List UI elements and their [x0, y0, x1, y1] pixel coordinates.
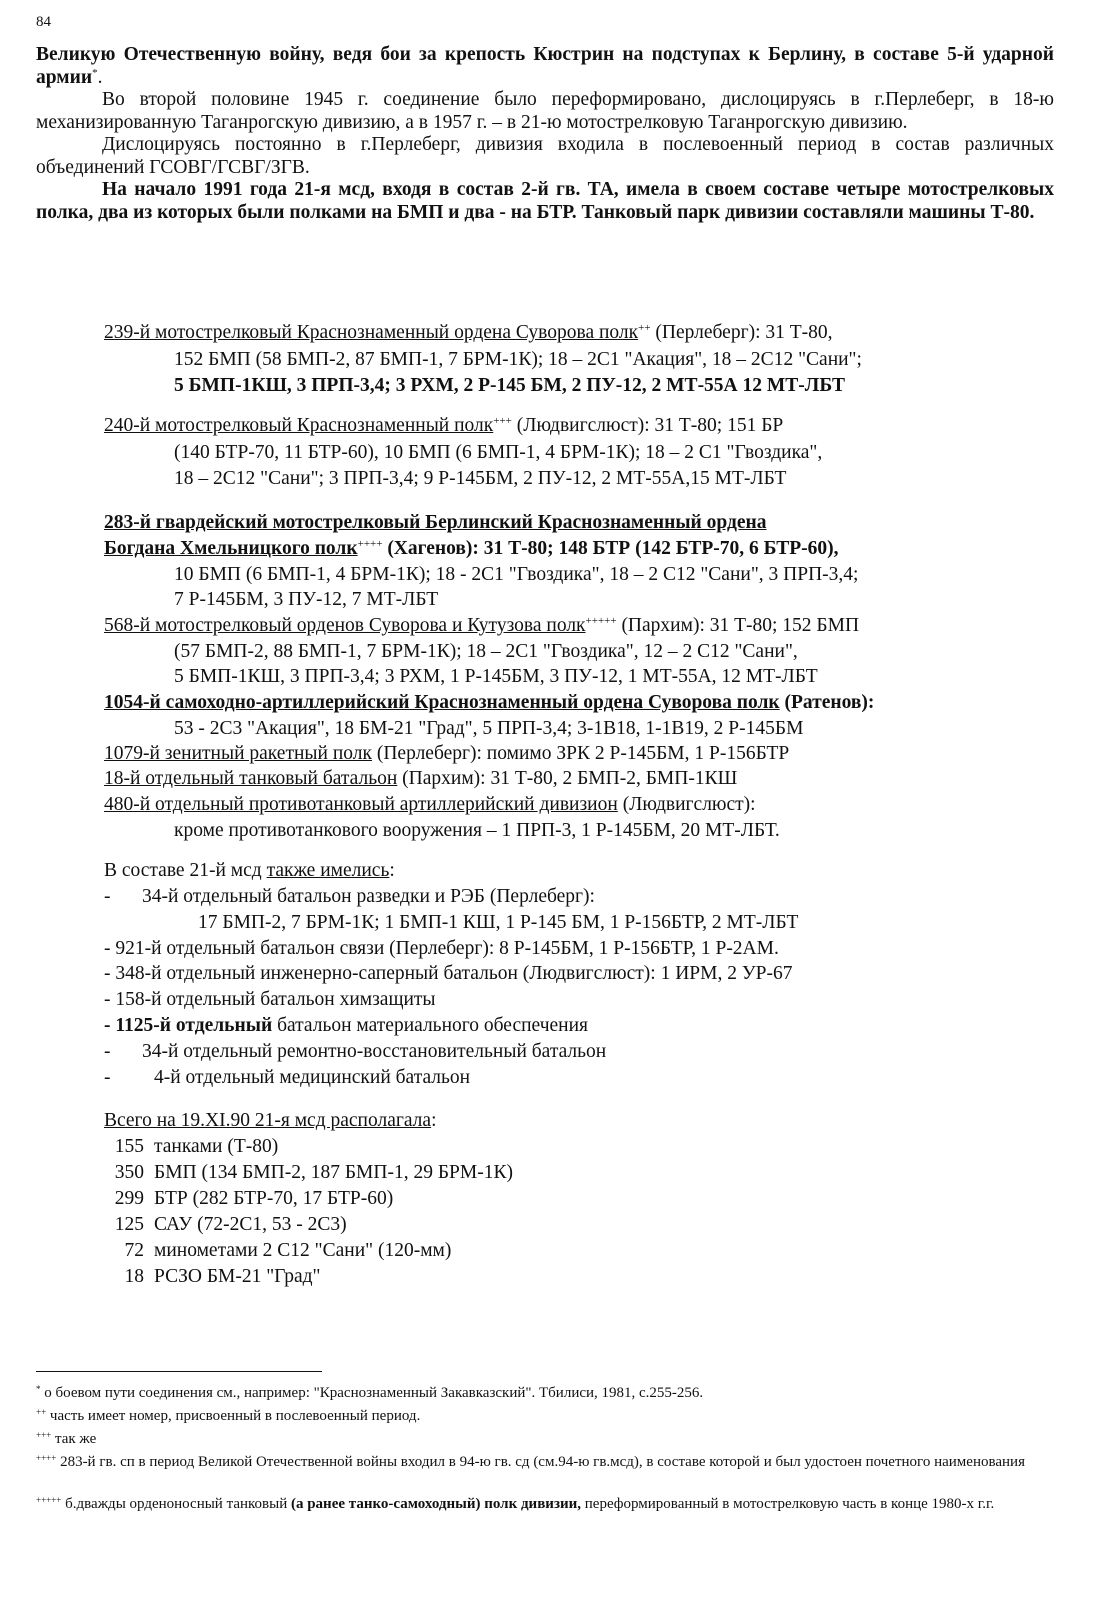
- totals-heading-text: Всего на 19.XI.90 21-я мсд располагала: [104, 1110, 432, 1131]
- also-item-5: [104, 1015, 588, 1037]
- also-item-4: - 158-й отдельный батальон химзащиты: [104, 989, 436, 1010]
- unit-480-name: 480-й отдельный противотанковый артиллерийский дивизион: [104, 794, 618, 815]
- unit-18-rest: (Пархим): 31 Т-80, 2 БМП-2, БМП-1КШ: [397, 768, 738, 789]
- unit-239-line-1: [104, 322, 833, 344]
- totals-label: минометами 2 С12 "Сани" (120-мм): [154, 1240, 452, 1261]
- totals-label: БТР (282 БТР-70, 17 БТР-60): [154, 1188, 394, 1209]
- footnote-3-text: так же: [51, 1431, 97, 1447]
- also-item-5-bold: - 1125-й отдельный: [104, 1015, 273, 1036]
- also-heading-b: также имелись: [266, 860, 390, 881]
- intro-paragraph-2: Во второй половине 1945 г. соединение было переформировано, дислоцируясь в г.Перлеберг, в 18-ю механизированную Таганрогскую дивизию, а в 1957 г. – в 21-ю мотострелковую Таганрогскую дивизию.: [36, 89, 1054, 133]
- page-number: 84: [36, 14, 51, 30]
- also-item-6-dash: -: [104, 1041, 111, 1062]
- unit-283-line-3: 10 БМП (6 БМП-1, 4 БРМ-1К); 18 - 2С1 "Гвоздика", 18 – 2 С12 "Сани", 3 ПРП-3,4;: [174, 564, 859, 585]
- footnote-2-mark: ++: [36, 1407, 47, 1417]
- footnote-4: [36, 1453, 1056, 1471]
- footnote-ref-1: *: [92, 66, 98, 79]
- unit-239-line-3: 5 БМП-1КШ, 3 ПРП-3,4; 3 РХМ, 2 Р-145 БМ, 2 ПУ-12, 2 МТ-55А 12 МТ-ЛБТ: [174, 375, 845, 396]
- intro-p1-end: .: [97, 66, 103, 88]
- intro-paragraph-4: На начало 1991 года 21-я мсд, входя в состав 2-й гв. ТА, имела в своем составе четыре мотострелковых полка, два из которых были полками на БМП и два - на БТР. Танковый парк дивизии составляли машины Т-80.: [36, 179, 1054, 223]
- footnote-3: [36, 1430, 1056, 1448]
- unit-240-name: 240-й мотострелковый Краснознаменный полк: [104, 415, 494, 436]
- intro-p1-text: Великую Отечественную войну, ведя бои за крепость Кюстрин на подступах к Берлину, в составе 5-й ударной армии: [36, 44, 1054, 88]
- footnote-2-text: часть имеет номер, присвоенный в послевоенный период.: [46, 1408, 421, 1424]
- footnote-4-text: 283-й гв. сп в период Великой Отечественной войны входил в 94-ю гв. сд (см.94-ю гв.мсд), в составе которой и был удостоен почетного наименования: [56, 1454, 1025, 1470]
- also-item-2: - 921-й отдельный батальон связи (Перлеберг): 8 Р-145БМ, 1 Р-156БТР, 1 Р-2АМ.: [104, 938, 779, 959]
- intro-paragraph-1: [36, 44, 1054, 89]
- unit-480-rest: (Людвигслюст):: [617, 794, 756, 815]
- unit-18-line: [104, 768, 737, 790]
- unit-239-sup: ++: [638, 322, 651, 334]
- footnote-divider: [36, 1371, 322, 1372]
- totals-count: 299: [114, 1188, 144, 1209]
- totals-label: БМП (134 БМП-2, 187 БМП-1, 29 БРМ-1К): [154, 1162, 513, 1183]
- totals-count: 125: [114, 1214, 144, 1235]
- unit-568-line-1: [104, 615, 859, 637]
- totals-heading: [104, 1110, 437, 1132]
- totals-label: РСЗО БМ-21 "Град": [154, 1266, 321, 1287]
- unit-283-line-1: 283-й гвардейский мотострелковый Берлинский Краснознаменный ордена: [104, 512, 767, 533]
- footnote-2: [36, 1407, 1056, 1425]
- unit-1079-name: 1079-й зенитный ракетный полк: [104, 743, 372, 764]
- unit-240-line-2: (140 БТР-70, 11 БТР-60), 10 БМП (6 БМП-1, 4 БРМ-1К); 18 – 2 С1 "Гвоздика",: [174, 442, 823, 463]
- also-item-3: - 348-й отдельный инженерно-саперный батальон (Людвигслюст): 1 ИРМ, 2 УР-67: [104, 963, 793, 984]
- also-item-5-rest: батальон материального обеспечения: [272, 1015, 589, 1036]
- unit-239-line-2: 152 БМП (58 БМП-2, 87 БМП-1, 7 БРМ-1К); 18 – 2С1 "Акация", 18 – 2С12 "Сани";: [174, 349, 862, 370]
- intro-text: [36, 44, 1054, 224]
- unit-240-rest: (Людвигслюст): 31 Т-80; 151 БР: [511, 415, 784, 436]
- also-item-1-line-2: 17 БМП-2, 7 БРМ-1К; 1 БМП-1 КШ, 1 Р-145 БМ, 1 Р-156БТР, 2 МТ-ЛБТ: [198, 912, 799, 933]
- unit-1054-line-2: 53 - 2С3 "Акация", 18 БМ-21 "Град", 5 ПРП-3,4; 3-1В18, 1-1В19, 2 Р-145БМ: [174, 718, 804, 739]
- unit-240-line-3: 18 – 2С12 "Сани"; 3 ПРП-3,4; 9 Р-145БМ, 2 ПУ-12, 2 МТ-55А,15 МТ-ЛБТ: [174, 468, 787, 489]
- unit-1054-line-1: [104, 692, 874, 714]
- footnote-5-text-c: переформированный в мотострелковую часть в конце 1980-х г.г.: [581, 1496, 995, 1512]
- unit-283-sup: ++++: [357, 538, 383, 550]
- unit-568-rest: (Пархим): 31 Т-80; 152 БМП: [616, 615, 860, 636]
- also-heading-c: :: [389, 860, 395, 881]
- footnote-1-mark: *: [36, 1384, 41, 1394]
- also-item-7: 4-й отдельный медицинский батальон: [154, 1067, 471, 1088]
- footnote-5-text-a: б.дважды орденоносный танковый: [61, 1496, 291, 1512]
- unit-240-line-1: [104, 415, 783, 437]
- footnote-5: [36, 1495, 1056, 1513]
- unit-283-rest: (Хагенов): 31 Т-80; 148 БТР (142 БТР-70, 6 БТР-60),: [382, 538, 839, 559]
- unit-568-name: 568-й мотострелковый орденов Суворова и Кутузова полк: [104, 615, 586, 636]
- also-item-1: 34-й отдельный батальон разведки и РЭБ (Перлеберг):: [142, 886, 595, 907]
- totals-count: 155: [114, 1136, 144, 1157]
- unit-239-name: 239-й мотострелковый Краснознаменный ордена Суворова полк: [104, 322, 639, 343]
- also-item-1-dash: -: [104, 886, 111, 907]
- also-heading: [104, 860, 395, 882]
- totals-count: 72: [124, 1240, 144, 1261]
- unit-283-name: Богдана Хмельницкого полк: [104, 538, 358, 559]
- totals-label: САУ (72-2С1, 53 - 2С3): [154, 1214, 347, 1235]
- footnote-4-mark: ++++: [36, 1453, 57, 1463]
- footnote-3-mark: +++: [36, 1430, 52, 1440]
- unit-1079-rest: (Перлеберг): помимо ЗРК 2 Р-145БМ, 1 Р-156БТР: [371, 743, 790, 764]
- also-item-6: 34-й отдельный ремонтно-восстановительный батальон: [142, 1041, 607, 1062]
- unit-568-line-2: (57 БМП-2, 88 БМП-1, 7 БРМ-1К); 18 – 2С1 "Гвоздика", 12 – 2 С12 "Сани",: [174, 641, 798, 662]
- footnote-1: [36, 1384, 1056, 1402]
- totals-count: 18: [124, 1266, 144, 1287]
- totals-count: 350: [114, 1162, 144, 1183]
- unit-1054-rest: (Ратенов):: [779, 692, 875, 713]
- unit-568-sup: +++++: [585, 615, 617, 627]
- totals-heading-colon: :: [431, 1110, 437, 1131]
- also-heading-a: В составе 21-й мсд: [104, 860, 267, 881]
- unit-480-line-1: [104, 794, 756, 816]
- footnote-1-text: о боевом пути соединения см., например: "Краснознаменный Закавказский". Тбилиси, 1981, с.255-256.: [40, 1385, 704, 1401]
- totals-label: танками (Т-80): [154, 1136, 279, 1157]
- unit-1079-line: [104, 743, 789, 765]
- footnote-5-text-bold: (а ранее танко-самоходный) полк дивизии,: [290, 1496, 582, 1512]
- unit-240-sup: +++: [493, 415, 512, 427]
- intro-paragraph-3: Дислоцируясь постоянно в г.Перлеберг, дивизия входила в послевоенный период в состав различных объединений ГСОВГ/ГСВГ/ЗГВ.: [36, 134, 1054, 178]
- unit-568-line-3: 5 БМП-1КШ, 3 ПРП-3,4; 3 РХМ, 1 Р-145БМ, 3 ПУ-12, 1 МТ-55А, 12 МТ-ЛБТ: [174, 666, 818, 687]
- also-item-7-dash: -: [104, 1067, 111, 1088]
- unit-480-line-2: кроме противотанкового вооружения – 1 ПРП-3, 1 Р-145БМ, 20 МТ-ЛБТ.: [174, 820, 780, 841]
- unit-1054-name: 1054-й самоходно-артиллерийский Краснознаменный ордена Суворова полк: [104, 692, 780, 713]
- footnote-5-mark: +++++: [36, 1495, 62, 1505]
- unit-18-name: 18-й отдельный танковый батальон: [104, 768, 398, 789]
- unit-283-line-2: [104, 538, 839, 560]
- unit-239-rest: (Перлеберг): 31 Т-80,: [650, 322, 833, 343]
- unit-283-line-4: 7 Р-145БМ, 3 ПУ-12, 7 МТ-ЛБТ: [174, 589, 439, 610]
